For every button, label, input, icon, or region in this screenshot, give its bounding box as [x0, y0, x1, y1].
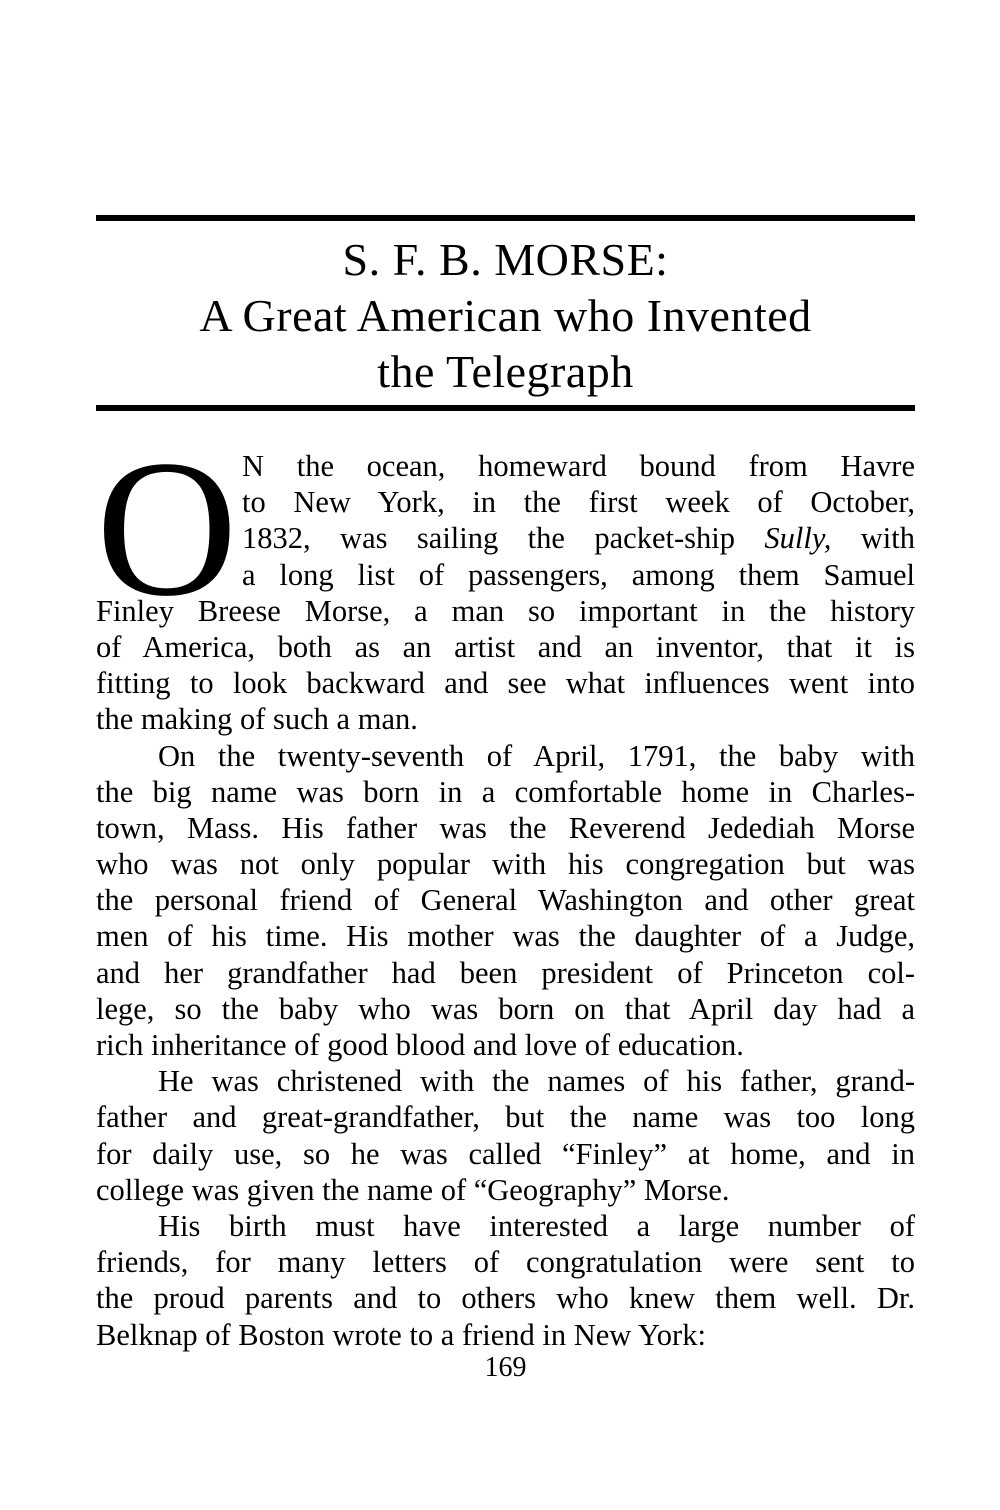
text-line: and her grandfather had been president of Princeton col-: [96, 955, 915, 990]
paragraph-3: [96, 1063, 915, 1208]
text-line: men of his time. His mother was the daughter of a Judge,: [96, 919, 915, 954]
text-line: the personal friend of General Washington and other great: [96, 883, 915, 918]
text-line: Belknap of Boston wrote to a friend in New York:: [96, 1317, 706, 1352]
text-line: of America, both as an artist and an inventor, that it is: [96, 629, 915, 664]
bottom-rule: [96, 405, 915, 411]
ship-name: Sully,: [764, 521, 832, 556]
text-line: a long list of passengers, among them Samuel: [242, 557, 915, 592]
paragraph-2: [96, 738, 915, 1064]
chapter-body: [96, 420, 915, 1353]
text-line: town, Mass. His father was the Reverend Jedediah Morse: [96, 810, 915, 845]
text-line: rich inheritance of good blood and love of education.: [96, 1028, 744, 1062]
text-line: On the twenty-seventh of April, 1791, the baby with: [158, 738, 915, 773]
text-fragment: with: [831, 521, 915, 556]
text-line: for daily use, so he was called “Finley” at home, and in: [96, 1136, 915, 1171]
drop-cap: O: [96, 420, 238, 637]
chapter-subtitle-line1: A Great American who Invented: [199, 290, 812, 341]
text-line: college was given the name of “Geography” Morse.: [96, 1172, 730, 1207]
text-line: the big name was born in a comfortable home in Charles-: [96, 774, 915, 809]
text-line: who was not only popular with his congregation but was: [96, 847, 915, 882]
text-line: the proud parents and to others who knew them well. Dr.: [96, 1281, 915, 1316]
text-line: the making of such a man.: [96, 702, 418, 737]
page-number: 169: [484, 1352, 527, 1383]
top-rule: [96, 215, 915, 221]
text-fragment: 1832, was sailing the packet-ship: [242, 521, 765, 556]
text-line: Finley Breese Morse, a man so important in the history: [96, 593, 915, 628]
text-line: fitting to look backward and see what influences went into: [96, 666, 915, 701]
text-line: friends, for many letters of congratulation were sent to: [96, 1245, 915, 1280]
chapter-subtitle-line2: the Telegraph: [377, 346, 634, 397]
text-line: to New York, in the first week of October,: [242, 485, 915, 520]
text-line: lege, so the baby who was born on that April day had a: [96, 991, 915, 1026]
chapter-title: S. F. B. MORSE:: [342, 234, 669, 285]
text-line: His birth must have interested a large number of: [158, 1208, 915, 1243]
text-line: N the ocean, homeward bound from Havre: [242, 449, 915, 483]
paragraph-4: [96, 1208, 915, 1353]
text-line: father and great-grandfather, but the name was too long: [96, 1100, 915, 1135]
text-line: He was christened with the names of his father, grand-: [158, 1064, 915, 1099]
